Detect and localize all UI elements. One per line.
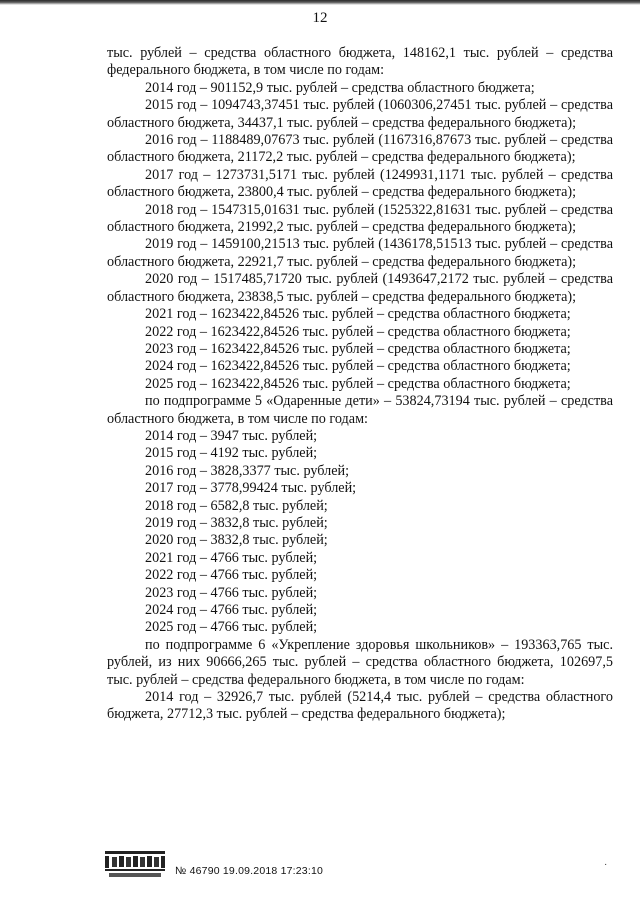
paragraph: 2018 год – 1547315,01631 тыс. рублей (1525322,81631 тыс. рублей – средства областного бюджета, 21992,2 тыс. рублей – средства федерального бюджета); [107,201,613,236]
paragraph: 2014 год – 32926,7 тыс. рублей (5214,4 тыс. рублей – средства областного бюджета, 27712,3 тыс. рублей – средства федерального бюджета); [107,689,613,723]
list-item: 2023 год – 1623422,84526 тыс. рублей – средства областного бюджета; [145,340,571,357]
paragraph: 2016 год – 1188489,07673 тыс. рублей (1167316,87673 тыс. рублей – средства областного бюджета, 21172,2 тыс. рублей – средства федерального бюджета); [107,132,613,166]
list-item: 2017 год – 3778,99424 тыс. рублей; [145,480,357,497]
list-item: 2014 год – 901152,9 тыс. рублей – средства областного бюджета; [145,79,535,96]
paragraph: тыс. рублей – средства областного бюджета, 148162,1 тыс. рублей – средства федерального бюджета, в том числе по годам: [107,45,613,79]
list-item: 2021 год – 1623422,84526 тыс. рублей – средства областного бюджета; [145,306,571,323]
page-top-edge [0,0,640,5]
page-number: 12 [312,10,328,26]
list-item: 2021 год – 4766 тыс. рублей; [145,549,318,566]
list-item: 2015 год – 4192 тыс. рублей; [145,445,318,462]
paragraph: 2019 год – 1459100,21513 тыс. рублей (1436178,51513 тыс. рублей – средства областного бюджета, 22921,7 тыс. рублей – средства федерального бюджета); [107,236,613,270]
list-item: 2022 год – 4766 тыс. рублей; [145,567,318,584]
document-body [107,45,613,724]
list-item: 2022 год – 1623422,84526 тыс. рублей – средства областного бюджета; [145,323,571,340]
list-item: 2019 год – 3832,8 тыс. рублей; [145,514,328,531]
list-item: 2014 год – 3947 тыс. рублей; [145,427,318,444]
paragraph: 2015 год – 1094743,37451 тыс. рублей (1060306,27451 тыс. рублей – средства областного бюджета, 34437,1 тыс. рублей – средства федерального бюджета); [107,97,613,131]
list-item: 2016 год – 3828,3377 тыс. рублей; [145,462,350,479]
list-item: 2025 год – 1623422,84526 тыс. рублей – средства областного бюджета; [145,375,571,392]
paragraph: 2017 год – 1273731,5171 тыс. рублей (1249931,1171 тыс. рублей – средства областного бюджета, 23800,4 тыс. рублей – средства федерального бюджета); [107,166,613,201]
page-footer [103,848,623,888]
registration-stamp: № 46790 19.09.2018 17:23:10 [175,865,324,877]
publisher-stamp-icon [103,848,169,880]
paragraph: 2020 год – 1517485,71720 тыс. рублей (1493647,2172 тыс. рублей – средства областного бюджета, 23838,5 тыс. рублей – средства федерального бюджета); [107,271,613,305]
list-item: 2024 год – 4766 тыс. рублей; [145,602,318,618]
list-item: 2024 год – 1623422,84526 тыс. рублей – средства областного бюджета; [145,358,571,375]
list-item: 2025 год – 4766 тыс. рублей; [145,619,318,636]
list-item: 2018 год – 6582,8 тыс. рублей; [145,497,328,514]
list-item: 2023 год – 4766 тыс. рублей; [145,584,318,601]
corner-mark: · [604,859,608,870]
paragraph: по подпрограмме 6 «Укрепление здоровья школьников» – 193363,765 тыс. рублей, из них 90666,265 тыс. рублей – средства областного бюджета, 102697,5 тыс. рублей – средства федерального бюджета, в том числе по годам: [107,636,613,688]
paragraph: по подпрограмме 5 «Одаренные дети» – 53824,73194 тыс. рублей – средства областного бюджета, в том числе по годам: [107,393,613,427]
list-item: 2020 год – 3832,8 тыс. рублей; [145,532,328,549]
